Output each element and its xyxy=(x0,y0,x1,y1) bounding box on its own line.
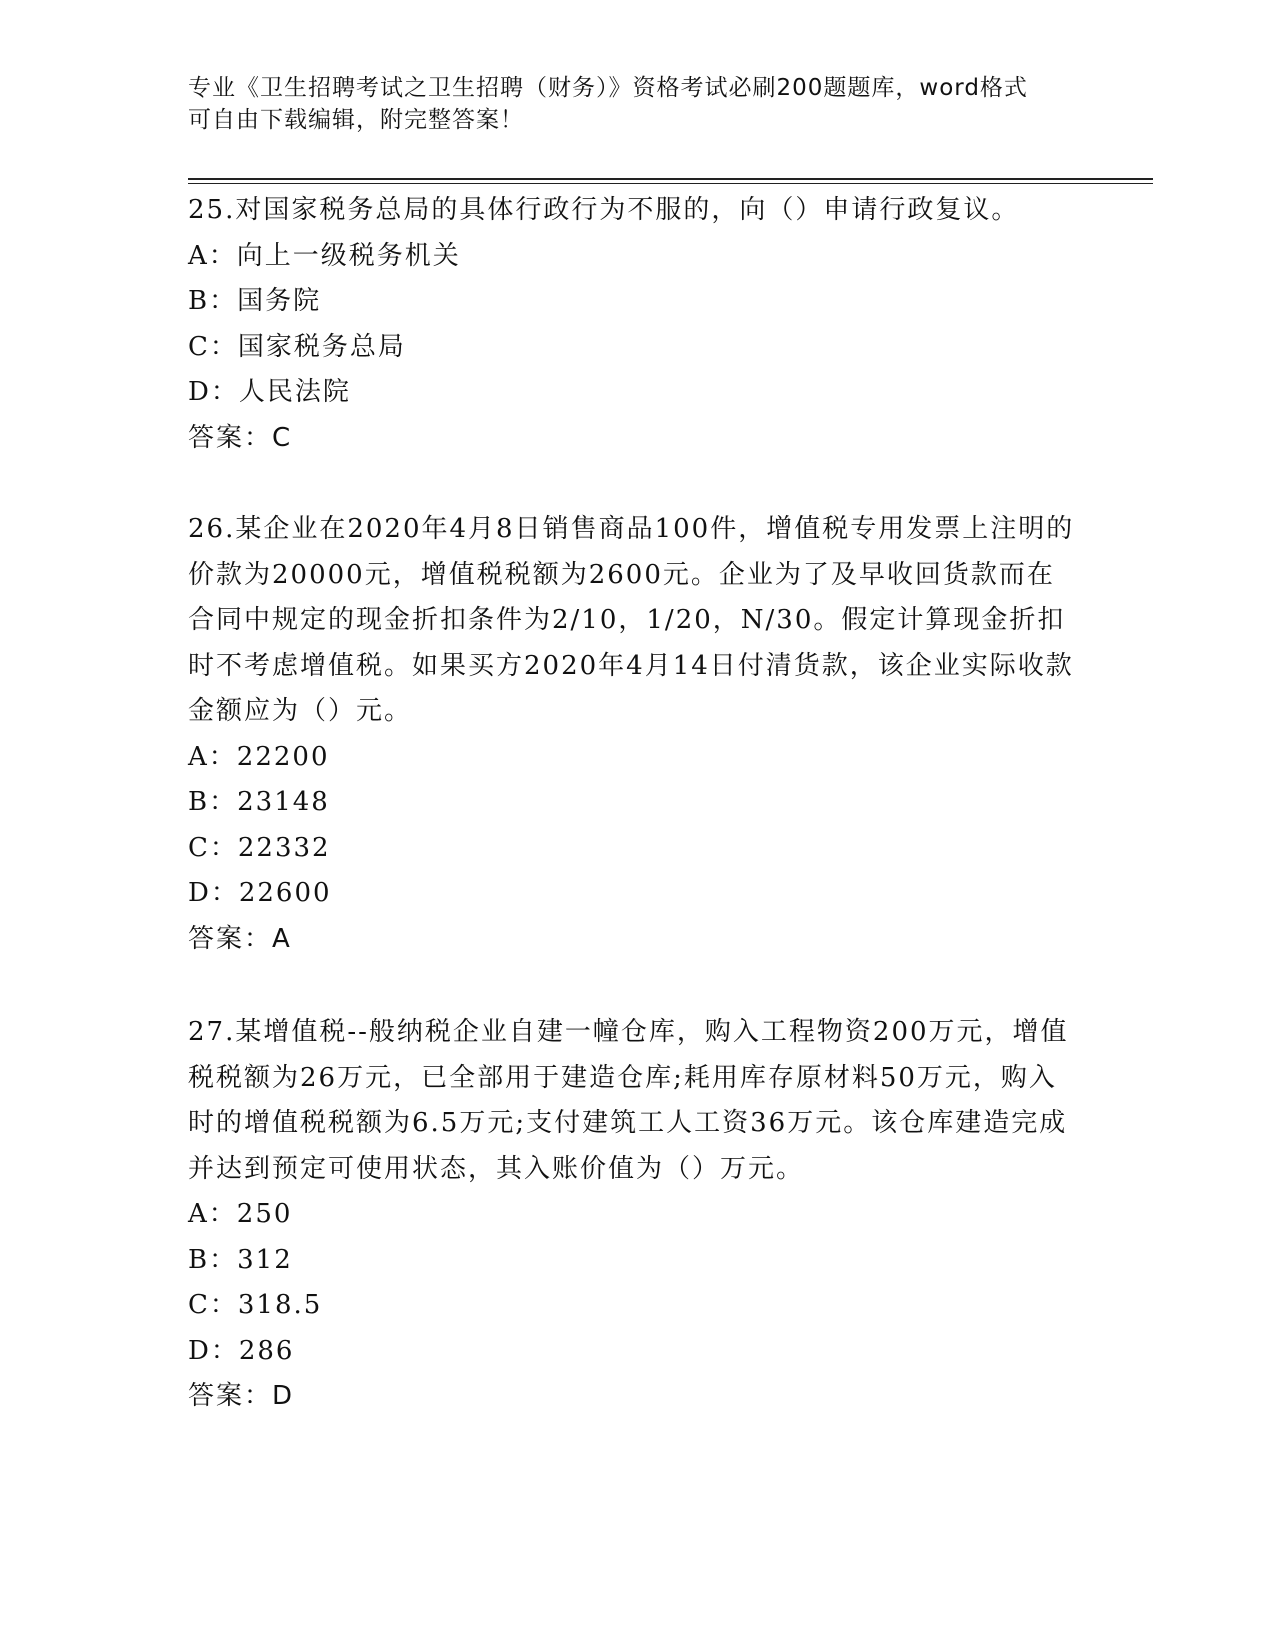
document-header xyxy=(188,72,1068,136)
option-a: A：向上一级税务机关 xyxy=(188,240,461,271)
option-d: D：人民法院 xyxy=(188,377,351,407)
question-25 xyxy=(188,188,1078,461)
option-c: C：国家税务总局 xyxy=(188,331,406,362)
option-c: C：318.5 xyxy=(188,1290,323,1320)
question-stem: 26.某企业在2020年4月8日销售商品100件，增值税专用发票上注明的价款为20000元，增值税税额为2600元。企业为了及早收回货款而在合同中规定的现金折扣条件为2/10，1/20，N/30。假定计算现金折扣时不考虑增值税。如果买方2020年4月14日付清货款，该企业实际收款金额应为（）元。 xyxy=(188,514,1075,726)
question-26 xyxy=(188,507,1078,962)
question-27 xyxy=(188,1010,1078,1420)
option-b: B：23148 xyxy=(188,787,330,817)
option-c: C：22332 xyxy=(188,832,331,863)
answer: 答案：D xyxy=(188,1381,295,1411)
option-d: D：22600 xyxy=(188,878,332,908)
header-divider-thick xyxy=(188,178,1153,180)
option-a: A：250 xyxy=(188,1199,293,1229)
option-b: B：312 xyxy=(188,1244,293,1275)
header-divider-thin xyxy=(188,183,1153,184)
option-d: D：286 xyxy=(188,1335,295,1366)
option-a: A：22200 xyxy=(188,741,330,772)
header-line-1: 专业《卫生招聘考试之卫生招聘（财务）》资格考试必刷200题题库，word格式 xyxy=(188,75,1028,101)
answer: 答案：A xyxy=(188,923,292,954)
header-line-2: 可自由下载编辑，附完整答案！ xyxy=(188,107,524,133)
answer: 答案：C xyxy=(188,422,293,453)
option-b: B：国务院 xyxy=(188,286,322,316)
question-stem: 27.某增值税--般纳税企业自建一幢仓库，购入工程物资200万元，增值税税额为26万元，已全部用于建造仓库;耗用库存原材料50万元，购入时的增值税税额为6.5万元;支付建筑工人工资36万元。该仓库建造完成并达到预定可使用状态，其入账价值为（）万元。 xyxy=(188,1017,1069,1184)
question-stem: 25.对国家税务总局的具体行政行为不服的，向（）申请行政复议。 xyxy=(188,195,1020,225)
